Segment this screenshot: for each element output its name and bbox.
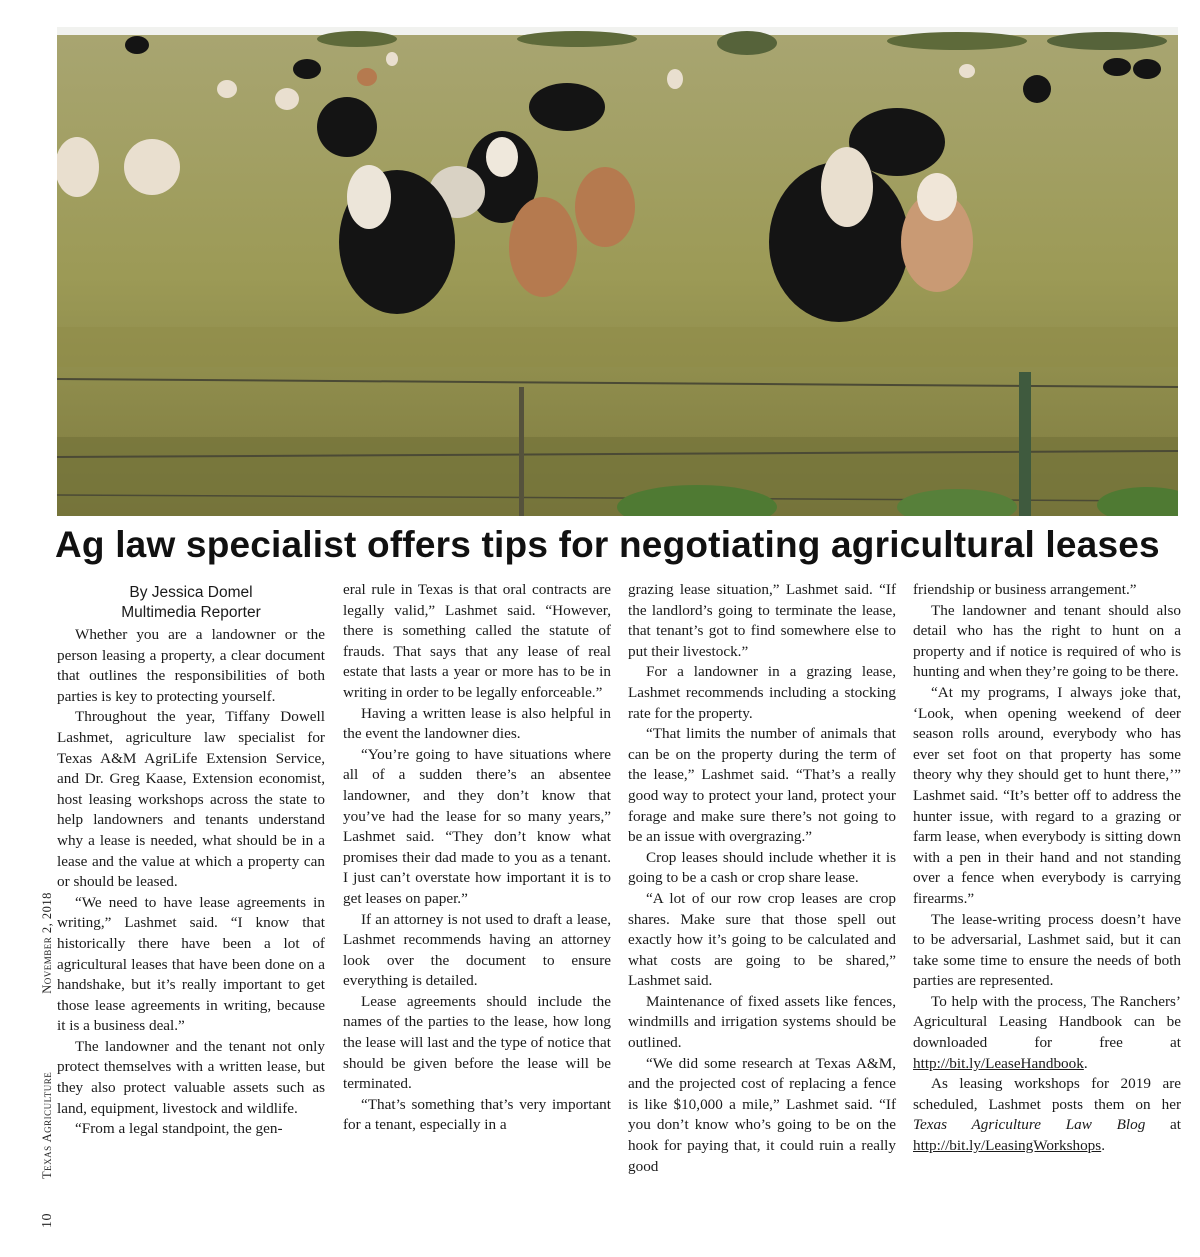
paragraph: “From a legal standpoint, the gen- — [75, 1120, 283, 1138]
paragraph: Whether you are a landowner or the person leasing a property, a clear document that outlines the responsibilities of both parties is key to protecting yourself. — [57, 626, 325, 705]
paragraph: eral rule in Texas is that oral contracts are legally valid,” Lashmet said. “However, there is something called the statute of frauds. That says that any lease of real estate that lasts a year or more has to be in writing in order to be legally enforceable.” — [343, 581, 611, 701]
paragraph: “We need to have lease agreements in writing,” Lashmet said. “I know that historically there have been a lot of agricultural leases that have been done on a handshake, but it’s really important to get those lease agreements in writing, because it is a business deal.” — [57, 893, 325, 1035]
paragraph: “A lot of our row crop leases are crop shares. Make sure that those spell out exactly how it’s going to be calculated and what costs are going to be shared,” Lashmet said. — [628, 889, 896, 990]
cattle-pasture-photo — [57, 27, 1178, 516]
paragraph: If an attorney is not used to draft a lease, Lashmet recommends having an attorney look over the document to ensure everything is detailed. — [343, 910, 611, 990]
paragraph: “You’re going to have situations where all of a sudden there’s an absentee landowner, and they don’t know that you’ve had the lease for so many years,” Lashmet said. “They don’t know what promises their dad made to you as a tenant. I just can’t overstate how important it is to get leases on paper.” — [343, 745, 611, 907]
paragraph: friendship or business arrangement.” — [913, 581, 1137, 598]
byline — [57, 583, 325, 623]
handbook-end: . — [1083, 1054, 1088, 1072]
blog-name: Texas Agriculture Law Blog — [913, 1116, 1146, 1134]
article-column-4 — [913, 580, 1181, 1157]
paragraph: “We did some research at Texas A&M, and the projected cost of replacing a fence is like $10,000 a mile,” Lashmet said. “If you don’t know who’s going to be on the hook for paying that, it could ruin a really good — [628, 1054, 896, 1175]
paragraph: “That’s something that’s very important for a tenant, especially in a — [343, 1095, 611, 1134]
byline-role: Multimedia Reporter — [121, 604, 261, 621]
workshops-middle: at — [1145, 1116, 1181, 1134]
paragraph: The lease-writing process doesn’t have to be adversarial, Lashmet said, but it can take some time to ensure the needs of both parties are represented. — [913, 910, 1181, 990]
issue-date: November 2, 2018 — [40, 892, 54, 994]
paragraph: Maintenance of fixed assets like fences, windmills and irrigation systems should be outlined. — [628, 992, 896, 1052]
leasing-workshops-link[interactable]: http://bit.ly/LeasingWorkshops — [913, 1137, 1102, 1155]
handbook-text: To help with the process, The Ranchers’ Agricultural Leasing Handbook can be downloaded for free at — [913, 992, 1181, 1052]
paragraph: The landowner and the tenant not only protect themselves with a written lease, but they also protect valuable assets such as land, equipment, livestock and wildlife. — [57, 1037, 325, 1117]
article-headline: Ag law specialist offers tips for negotiating agricultural leases — [55, 524, 1160, 565]
page-folio — [40, 882, 56, 1228]
article-column-2 — [343, 580, 611, 1136]
article-column-3 — [628, 580, 896, 1177]
cattle-pasture-illustration — [57, 27, 1178, 516]
paragraph: Having a written lease is also helpful in the event the landowner dies. — [343, 704, 611, 743]
paragraph: Crop leases should include whether it is going to be a cash or crop share lease. — [628, 848, 896, 887]
paragraph: “At my programs, I always joke that, ‘Look, when opening weekend of deer season rolls around, everybody who has ever set foot on that property has some theory why they should get to hunt there,’” Lashmet said. “It’s better off to address the hunter issue, with regard to a grazing or farm lease, when everybody is sitting down with a pen in their hand and not standing over a fence when everybody is carrying firearms.” — [913, 683, 1181, 907]
paragraph-handbook — [913, 992, 1181, 1074]
paragraph: grazing lease situation,” Lashmet said. “If the landlord’s going to terminate the lease, that tenant’s got to find somewhere else to put their livestock.” — [628, 581, 896, 660]
publication-name: Texas Agriculture — [40, 1071, 54, 1179]
paragraph: “That limits the number of animals that can be on the property during the term of the lease,” Lashmet said. “That’s a really good way to protect your land, protect your forage and make sure there’s not going to be an issue with overgrazing.” — [628, 725, 896, 846]
workshops-end: . — [1101, 1137, 1105, 1155]
workshops-text: As leasing workshops for 2019 are scheduled, Lashmet posts them on her — [913, 1075, 1181, 1113]
paragraph: Throughout the year, Tiffany Dowell Lashmet, agriculture law specialist for Texas A&M AgriLife Extension Service, and Dr. Greg Kaase, Extension economist, host leasing workshops across the state to help landowners and tenants understand why a lease is needed, what should be in a lease and the value at which a property can or should be leased. — [57, 708, 325, 891]
paragraph: The landowner and tenant should also detail who has the right to hunt on a property and if notice is required of who is hunting and when they’re going to be there. — [913, 601, 1181, 681]
article-column-1 — [57, 580, 325, 1140]
page-number: 10 — [40, 1213, 55, 1228]
paragraph-workshops — [913, 1074, 1181, 1156]
paragraph: For a landowner in a grazing lease, Lashmet recommends including a stocking rate for the property. — [628, 663, 896, 722]
paragraph: Lease agreements should include the names of the parties to the lease, how long the lease will last and the type of notice that should be given before the lease will be terminated. — [343, 992, 611, 1093]
byline-author: By Jessica Domel — [129, 584, 253, 601]
lease-handbook-link[interactable]: http://bit.ly/LeaseHandbook — [913, 1054, 1084, 1072]
